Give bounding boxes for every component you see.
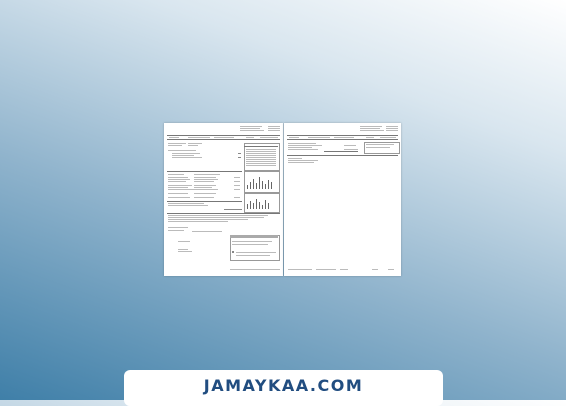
- brand-footer: [124, 370, 443, 406]
- bill-page-1: [164, 123, 283, 276]
- brand-name[interactable]: JAMAYKAA.COM: [203, 376, 364, 395]
- bill-page-2: [284, 123, 401, 276]
